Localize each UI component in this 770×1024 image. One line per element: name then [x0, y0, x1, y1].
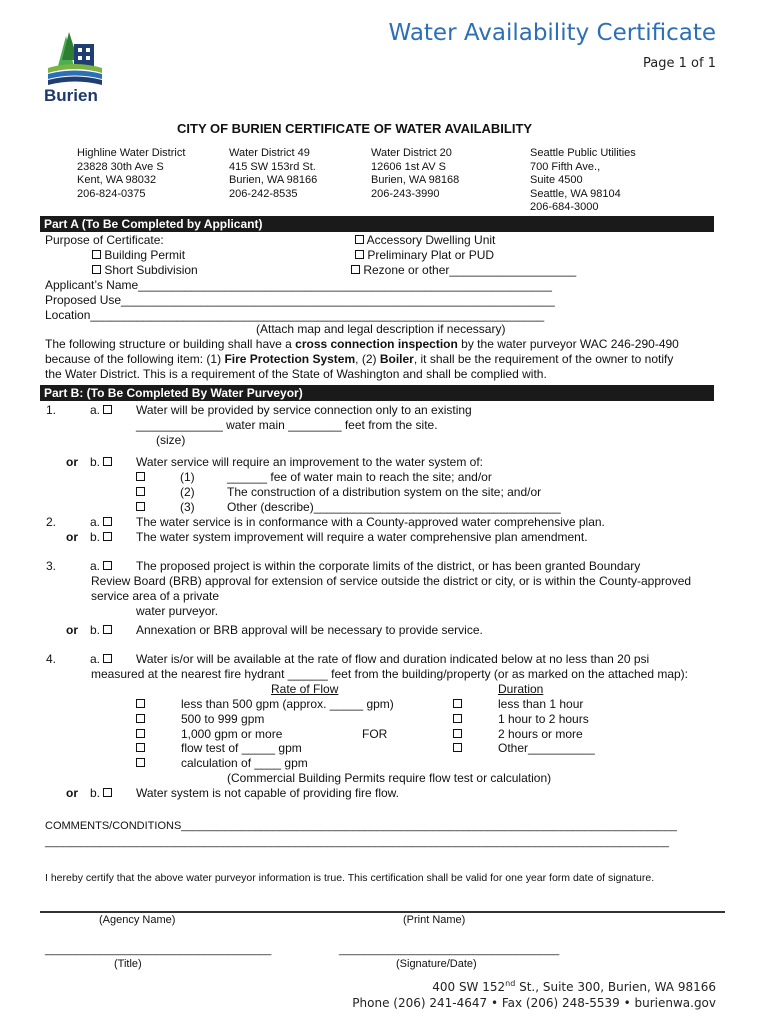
checkbox[interactable]	[103, 457, 112, 466]
item-3b-marker[interactable]: b.	[90, 623, 112, 637]
proposed-use-field[interactable]: Proposed Use_________________________________________________________________	[45, 293, 555, 307]
duration-option-2[interactable]: 1 hour to 2 hours	[453, 712, 462, 726]
checkbox[interactable]	[136, 743, 145, 752]
checkbox[interactable]	[351, 265, 360, 274]
item-3a-marker[interactable]: a.	[90, 559, 112, 573]
part-b-heading: Part B: (To Be Completed By Water Purveyor)	[40, 385, 714, 401]
checkbox[interactable]	[355, 235, 364, 244]
purpose-label: Purpose of Certificate:	[45, 233, 164, 247]
item-1b-sub-2-text: The construction of a distribution system on the site; and/or	[227, 485, 542, 499]
burien-logo-icon	[44, 26, 106, 90]
title-label: (Title)	[114, 958, 142, 970]
item-4-number: 4.	[46, 652, 57, 666]
checkbox[interactable]	[136, 487, 145, 496]
item-2b-or: or	[66, 530, 78, 544]
logo-text: Burien	[44, 86, 98, 105]
checkbox[interactable]	[136, 472, 145, 481]
checkbox[interactable]	[453, 743, 462, 752]
option-building-permit[interactable]: Building Permit	[92, 248, 185, 262]
item-3a-text-2: Review Board (BRB) approval for extension of service outside the district or city, or is within the County-approved	[91, 574, 692, 588]
item-3a-text-3: service area of a private	[91, 589, 220, 603]
item-1a-marker[interactable]: a.	[90, 403, 112, 417]
rate-option-4[interactable]: flow test of _____ gpm	[136, 741, 145, 755]
item-2a-text: The water service is in conformance with a County-approved water comprehensive plan.	[136, 515, 605, 529]
checkbox[interactable]	[103, 788, 112, 797]
checkbox[interactable]	[103, 654, 112, 663]
applicant-name-field[interactable]: Applicant’s Name______________________________________________________________	[45, 278, 552, 292]
comments-line-2[interactable]: ______________________________________________________________________________________________________	[45, 836, 670, 848]
cross-connection-line-2: because of the following item: (1) Fire Protection System, (2) Boiler, it shall be the requirement of the owner to notify	[45, 352, 674, 366]
item-4b-marker[interactable]: b.	[90, 786, 112, 800]
checkbox[interactable]	[103, 532, 112, 541]
location-field[interactable]: Location____________________________________________________________________	[45, 308, 545, 322]
signature-field[interactable]: ____________________________________	[339, 944, 560, 956]
checkbox[interactable]	[136, 758, 145, 767]
for-label: FOR	[362, 727, 388, 741]
item-1b-marker[interactable]: b.	[90, 455, 112, 469]
duration-option-3[interactable]: 2 hours or more	[453, 727, 462, 741]
checkbox[interactable]	[453, 729, 462, 738]
option-plat[interactable]: Preliminary Plat or PUD	[355, 248, 494, 262]
item-3b-or: or	[66, 623, 78, 637]
item-2b-marker[interactable]: b.	[90, 530, 112, 544]
item-3a-text-4: water purveyor.	[136, 604, 219, 618]
item-1b-sub-1[interactable]	[136, 470, 145, 484]
option-short-subdivision[interactable]: Short Subdivision	[92, 263, 198, 277]
checkbox[interactable]	[103, 405, 112, 414]
item-2-number: 2.	[46, 515, 57, 529]
item-1b-sub-3[interactable]	[136, 500, 145, 514]
checkbox[interactable]	[103, 625, 112, 634]
checkbox[interactable]	[453, 714, 462, 723]
item-1b-sub-2-num: (2)	[180, 485, 195, 499]
document-title: CITY OF BURIEN CERTIFICATE OF WATER AVAILABILITY	[177, 121, 533, 136]
item-1-number: 1.	[46, 403, 57, 417]
item-1b-sub-1-text[interactable]: ______ fee of water main to reach the site; and/or	[227, 470, 492, 484]
purveyor-seattle: Seattle Public Utilities 700 Fifth Ave., Suite 4500 Seattle, WA 98104 206-684-3000	[530, 147, 636, 213]
item-3-number: 3.	[46, 559, 57, 573]
rate-of-flow-heading: Rate of Flow	[271, 682, 339, 696]
duration-option-1[interactable]: less than 1 hour	[453, 697, 462, 711]
checkbox[interactable]	[136, 729, 145, 738]
title-field[interactable]: _____________________________________	[45, 944, 272, 956]
option-adu[interactable]: Accessory Dwelling Unit	[355, 233, 495, 247]
print-name-label: (Print Name)	[403, 914, 466, 926]
item-4a-text-1: Water is/or will be available at the rate of flow and duration indicated below at no less than 20 psi	[136, 652, 650, 666]
checkbox[interactable]	[355, 250, 364, 259]
checkbox[interactable]	[136, 714, 145, 723]
item-1a-text-1: Water will be provided by service connection only to an existing	[136, 403, 472, 417]
page-number: Page 1 of 1	[643, 56, 716, 71]
item-1b-sub-3-num: (3)	[180, 500, 195, 514]
footer-address: 400 SW 152nd St., Suite 300, Burien, WA 98166	[432, 979, 716, 994]
checkbox[interactable]	[103, 561, 112, 570]
checkbox[interactable]	[103, 517, 112, 526]
purveyor-highline: Highline Water District 23828 30th Ave S Kent, WA 98032 206-824-0375	[77, 147, 186, 200]
item-4b-or: or	[66, 786, 78, 800]
item-1a-size: (size)	[156, 433, 186, 447]
item-1b-sub-2[interactable]	[136, 485, 145, 499]
item-4a-text-2[interactable]: measured at the nearest fire hydrant ______ feet from the building/property (or as marked on the attached map):	[91, 667, 689, 681]
item-1b-sub-1-num: (1)	[180, 470, 195, 484]
item-1b-sub-3-text[interactable]: Other (describe)_____________________________________	[227, 500, 561, 514]
signature-divider	[40, 911, 725, 913]
rate-option-1[interactable]: less than 500 gpm (approx. _____ gpm)	[136, 697, 145, 711]
purveyor-district-49: Water District 49 415 SW 153rd St. Burien, WA 98166 206-242-8535	[229, 147, 318, 200]
item-2b-text: The water system improvement will require a water comprehensive plan amendment.	[136, 530, 588, 544]
item-3b-text: Annexation or BRB approval will be necessary to provide service.	[136, 623, 483, 637]
checkbox[interactable]	[92, 250, 101, 259]
rate-option-3[interactable]: 1,000 gpm or more	[136, 727, 145, 741]
page-title: Water Availability Certificate	[388, 20, 716, 46]
item-1a-text-2[interactable]: _____________ water main ________ feet from the site.	[136, 418, 438, 432]
rate-option-5[interactable]: calculation of ____ gpm	[136, 756, 145, 770]
signature-date-label: (Signature/Date)	[396, 958, 477, 970]
commercial-note: (Commercial Building Permits require flow test or calculation)	[227, 771, 552, 785]
checkbox[interactable]	[136, 699, 145, 708]
duration-option-4[interactable]: Other__________	[453, 741, 462, 755]
item-4a-marker[interactable]: a.	[90, 652, 112, 666]
option-rezone[interactable]: Rezone or other___________________	[351, 263, 576, 277]
comments-field[interactable]: COMMENTS/CONDITIONS_________________________________________________________________________________	[45, 820, 677, 832]
item-4b-text: Water system is not capable of providing fire flow.	[136, 786, 400, 800]
checkbox[interactable]	[136, 502, 145, 511]
purveyor-district-20: Water District 20 12606 1st AV S Burien, WA 98168 206-243-3990	[371, 147, 460, 200]
burien-logo	[44, 26, 106, 106]
item-1b-or: or	[66, 455, 78, 469]
item-3a-text-1: The proposed project is within the corporate limits of the district, or has been granted Boundary	[136, 559, 641, 573]
certify-statement: I hereby certify that the above water purveyor information is true. This certification shall be valid for one year form date of signature.	[45, 872, 655, 884]
cross-connection-line-3: the Water District. This is a requirement of the State of Washington and shall be complied with.	[45, 367, 547, 381]
agency-name-label: (Agency Name)	[99, 914, 176, 926]
item-2a-marker[interactable]: a.	[90, 515, 112, 529]
checkbox[interactable]	[92, 265, 101, 274]
duration-heading: Duration	[498, 682, 544, 696]
item-1b-text: Water service will require an improvement to the water system of:	[136, 455, 484, 469]
part-a-heading: Part A (To Be Completed by Applicant)	[40, 216, 714, 232]
rate-option-2[interactable]: 500 to 999 gpm	[136, 712, 145, 726]
cross-connection-line-1: The following structure or building shall have a cross connection inspection by the water purveyor WAC 246-290-490	[45, 337, 679, 351]
attach-note: (Attach map and legal description if necessary)	[256, 322, 506, 336]
footer-contact: Phone (206) 241-4647 • Fax (206) 248-5539 • burienwa.gov	[352, 996, 716, 1010]
checkbox[interactable]	[453, 699, 462, 708]
